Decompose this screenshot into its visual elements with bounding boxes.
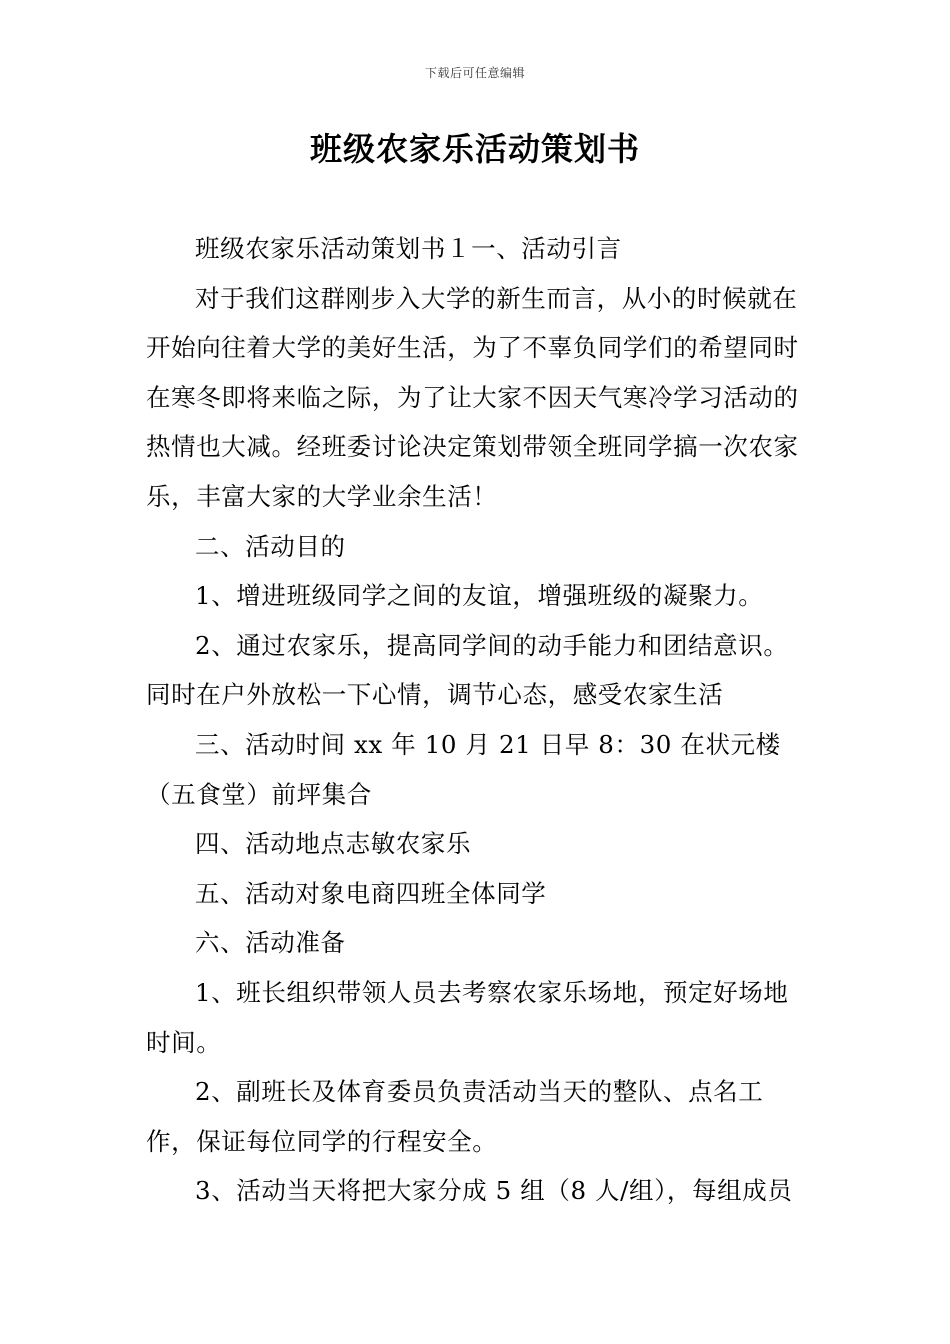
document-body (146, 224, 810, 1216)
document-title: 班级农家乐活动策划书 (309, 130, 640, 168)
paragraph-purpose-heading: 二、活动目的 (195, 531, 346, 561)
paragraph-purpose-1: 1、增进班级同学之间的友谊，增强班级的凝聚力。 (195, 581, 764, 611)
paragraph-intro-heading: 班级农家乐活动策划书１一、活动引言 (195, 234, 622, 263)
paragraph-preparation-1: 1、班长组织带领人员去考察农家乐场地，预定好场地时间。 (146, 977, 789, 1057)
paragraph-time: 三、活动时间 xx 年 10 月 21 日早 8：30 在状元楼（五食堂）前坪集合 (146, 729, 781, 809)
paragraph-purpose-2: 2、通过农家乐，提高同学间的动手能力和团结意识。同时在户外放松一下心情，调节心态，感受农家生活 (146, 630, 789, 710)
paragraph-preparation-2: 2、副班长及体育委员负责活动当天的整队、点名工作，保证每位同学的行程安全。 (146, 1077, 764, 1156)
paragraph-participants: 五、活动对象电商四班全体同学 (195, 878, 547, 908)
paragraph-preparation-3: 3、活动当天将把大家分成 5 组（8 人/组），每组成员 (195, 1176, 793, 1206)
paragraph-location: 四、活动地点志敏农家乐 (195, 829, 472, 859)
paragraph-intro: 对于我们这群刚步入大学的新生而言，从小的时候就在开始向往着大学的美好生活，为了不辜负同学们的希望同时在寒冬即将来临之际，为了让大家不因天气寒冷学习活动的热情也大减。经班委讨论决定策划带领全班同学搞一次农家乐，丰富大家的大学业余生活！ (146, 283, 799, 511)
header-note: 下载后可任意编辑 (424, 66, 525, 80)
paragraph-preparation-heading: 六、活动准备 (195, 928, 346, 958)
